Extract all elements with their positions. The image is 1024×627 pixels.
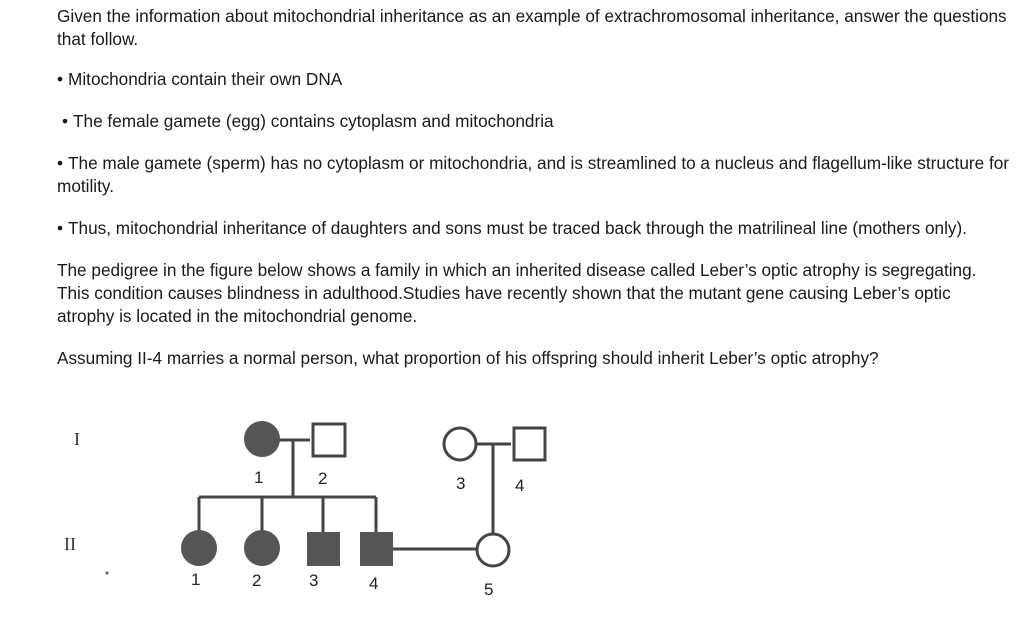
bullet-dot: • <box>57 218 64 238</box>
bullet-text: Thus, mitochondrial inheritance of daughters and sons must be traced back through the matrilineal line (mothers only). <box>68 218 968 238</box>
bullet-dot: • <box>57 153 64 173</box>
scan-speck <box>106 572 109 575</box>
individual-number: 3 <box>456 474 466 493</box>
individual-number: 3 <box>309 571 319 590</box>
bullet-dot: • <box>57 69 64 89</box>
individual-I-2 <box>313 424 345 456</box>
individual-number: 2 <box>252 571 262 590</box>
individual-II-3 <box>308 533 339 565</box>
individual-I-1 <box>245 422 279 456</box>
generation-label-2: II <box>64 534 76 554</box>
bullet-text: The male gamete (sperm) has no cytoplasm or mitochondria, and is streamlined to a nucleus and flagellum-like structure for motility. <box>57 153 1009 196</box>
bullet-text: The female gamete (egg) contains cytoplasm and mitochondria <box>73 111 554 131</box>
individual-number: 1 <box>191 570 201 589</box>
individual-II-1 <box>182 531 216 565</box>
individual-number: 2 <box>318 469 328 488</box>
individual-II-2 <box>245 531 279 565</box>
individual-number: 4 <box>369 574 379 593</box>
individual-II-5 <box>477 534 509 566</box>
intro-text: Given the information about mitochondrial inheritance as an example of extrachromosomal inheritance, answer the questions that follow. <box>57 6 1007 49</box>
bullet-dot: • <box>62 111 69 131</box>
bullet-text: Mitochondria contain their own DNA <box>68 69 343 89</box>
individual-I-4 <box>514 428 545 460</box>
individual-II-4 <box>361 533 392 565</box>
generation-label-1: I <box>74 429 80 449</box>
question-text: Assuming II-4 marries a normal person, what proportion of his offspring should inherit Leber’s optic atrophy? <box>57 348 879 368</box>
individual-number: 5 <box>484 580 494 599</box>
individual-number: 4 <box>515 476 525 495</box>
individual-number: 1 <box>254 468 264 487</box>
individual-I-3 <box>444 428 476 460</box>
pedigree-description: The pedigree in the figure below shows a family in which an inherited disease called Leber’s optic atrophy is segregating. This condition causes blindness in adulthood.Studies have recently shown that the mutant gene causing Leber’s optic atrophy is located in the mitochondrial genome. <box>57 260 977 326</box>
